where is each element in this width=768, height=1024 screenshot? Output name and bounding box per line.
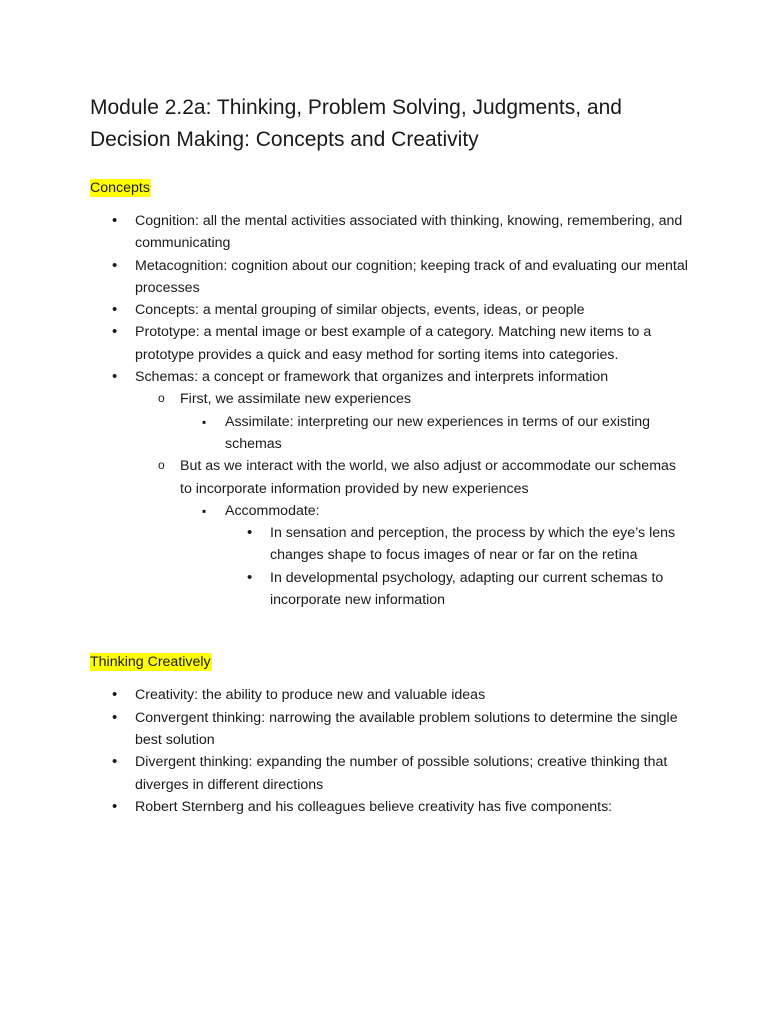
sublist-item-text: ▪ Assimilate: interpreting our new experiences in terms of our existing schemas xyxy=(225,413,651,452)
list-item xyxy=(90,751,690,796)
sublist-item-text: o First, we assimilate new experiences xyxy=(180,391,412,408)
assimilate-sublist xyxy=(180,411,690,456)
accommodate-definitions xyxy=(225,522,690,611)
sublist-item xyxy=(225,567,690,612)
document-title: Module 2.2a: Thinking, Problem Solving, Judgments, and Decision Making: Concepts and Creativity xyxy=(90,96,622,151)
list-item-text: • Convergent thinking: narrowing the available problem solutions to determine the single best solution xyxy=(135,709,678,748)
sublist-item xyxy=(225,522,690,567)
sublist-item-text: • In sensation and perception, the process by which the eye’s lens changes shape to focus images of near or far on the retina xyxy=(270,525,676,564)
section-heading-thinking-creatively: Thinking Creatively xyxy=(90,654,211,671)
sublist-item xyxy=(135,455,690,611)
list-item xyxy=(90,321,690,366)
list-item-text: • Divergent thinking: expanding the number of possible solutions; creative thinking that diverges in different directions xyxy=(135,754,668,793)
schemas-sublist xyxy=(135,388,690,611)
sublist-item-text: o But as we interact with the world, we also adjust or accommodate our schemas to incorporate information provided by new experiences xyxy=(180,458,677,497)
list-item-text: • Schemas: a concept or framework that organizes and interprets information xyxy=(135,369,609,386)
list-item xyxy=(90,210,690,255)
list-item xyxy=(90,299,690,321)
list-item-text: • Cognition: all the mental activities associated with thinking, knowing, remembering, and communicating xyxy=(135,213,683,252)
list-item-text: • Metacognition: cognition about our cognition; keeping track of and evaluating our mental processes xyxy=(135,257,688,296)
list-item-text: • Concepts: a mental grouping of similar objects, events, ideas, or people xyxy=(135,302,585,319)
accommodate-sublist xyxy=(180,500,690,611)
sublist-item xyxy=(180,500,690,611)
list-item xyxy=(90,684,690,706)
sublist-item-text: • In developmental psychology, adapting our current schemas to incorporate new information xyxy=(270,569,664,609)
list-item xyxy=(90,707,690,752)
document-page xyxy=(90,92,690,818)
list-item-text: • Creativity: the ability to produce new and valuable ideas xyxy=(135,687,486,704)
sublist-item xyxy=(180,411,690,456)
list-item xyxy=(90,366,690,611)
creativity-list xyxy=(90,684,690,818)
sublist-item-text: ▪ Accommodate: xyxy=(225,502,320,519)
sublist-item xyxy=(135,388,690,455)
section-heading-concepts: Concepts xyxy=(90,180,150,196)
concepts-list xyxy=(90,210,690,611)
list-item-text: • Robert Sternberg and his colleagues believe creativity has five components: xyxy=(135,798,613,815)
list-item xyxy=(90,796,690,818)
list-item xyxy=(90,255,690,300)
list-item-text: • Prototype: a mental image or best example of a category. Matching new items to a prototype provides a quick and easy method for sorting items into categories. xyxy=(135,324,652,363)
